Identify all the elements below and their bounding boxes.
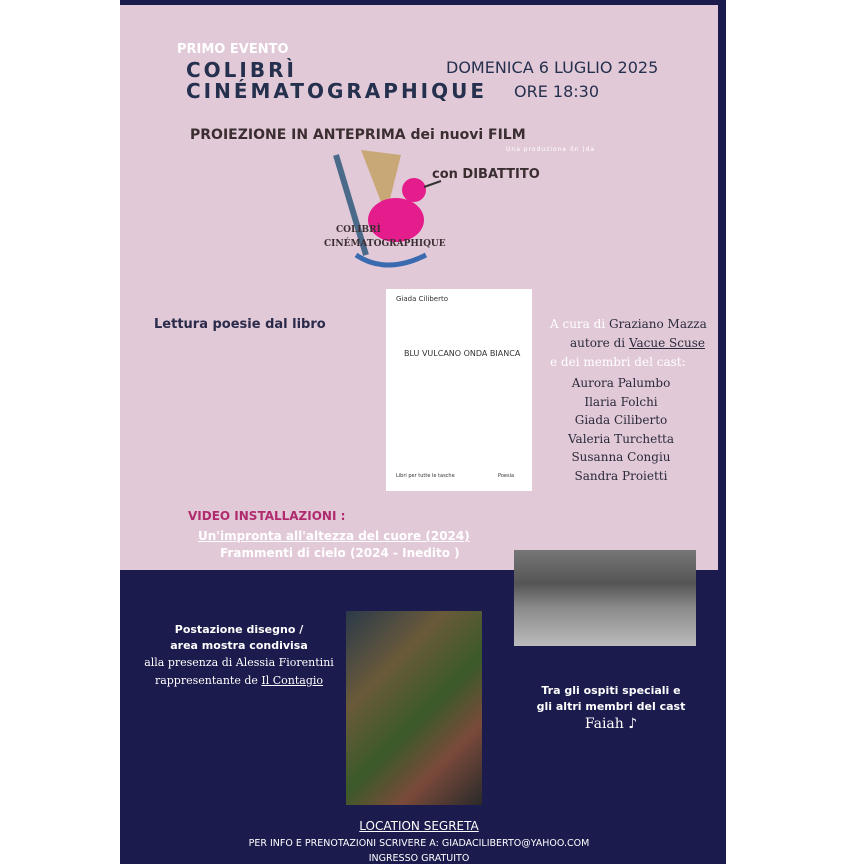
drawing-line3: alla presenza di Alessia Fiorentini bbox=[144, 656, 334, 669]
title-line1: COLIBRÌ bbox=[186, 58, 297, 82]
info-line: PER INFO E PRENOTAZIONI SCRIVERE A: GIADACILIBERTO@YAHOO.COM bbox=[248, 838, 590, 849]
event-date: DOMENICA 6 LUGLIO 2025 bbox=[446, 58, 659, 77]
video-item: Un'impronta all'altezza del cuore (2024) bbox=[198, 529, 470, 543]
reading-label: Lettura poesie dal libro bbox=[154, 317, 326, 332]
video-still-photo bbox=[514, 550, 696, 646]
debate-label: con DIBATTITO bbox=[432, 167, 540, 182]
curator-name: Graziano Mazza bbox=[608, 317, 707, 331]
book-author: Giada Ciliberto bbox=[396, 295, 448, 303]
location-label: LOCATION SEGRETA bbox=[359, 819, 479, 833]
author-line bbox=[570, 336, 705, 350]
contagio-link: Il Contagio bbox=[261, 674, 324, 687]
event-poster bbox=[120, 0, 726, 864]
members-intro: e dei membri del cast: bbox=[550, 355, 686, 369]
cast-member: Ilaria Folchi bbox=[584, 394, 658, 409]
book-title: BLU VULCANO ONDA BIANCA bbox=[404, 349, 521, 358]
entry-line: INGRESSO GRATUITO bbox=[368, 853, 470, 864]
curator-line bbox=[550, 317, 707, 331]
hummingbird-icon bbox=[306, 145, 446, 275]
drawing-line4 bbox=[134, 674, 344, 687]
kicker: PRIMO EVENTO bbox=[177, 42, 289, 57]
cast-list bbox=[556, 374, 686, 486]
drawing-prefix: rappresentante de bbox=[154, 674, 258, 687]
book-cover bbox=[386, 289, 532, 491]
event-time: ORE 18:30 bbox=[514, 82, 600, 101]
author-prefix: autore di bbox=[570, 336, 626, 350]
video-item: Frammenti di cielo (2024 - Inedito ) bbox=[220, 546, 460, 560]
logo-text-2: CINÉMATOGRAPHIQUE bbox=[324, 239, 446, 249]
drawing-line2: area mostra condivisa bbox=[170, 639, 308, 652]
artwork-collage bbox=[346, 611, 482, 805]
guests-line1: Tra gli ospiti speciali e bbox=[541, 684, 681, 697]
work-link: Vacue Scuse bbox=[628, 336, 705, 350]
production-credit: Una produzione ön |da bbox=[506, 146, 595, 153]
cast-member: Sandra Proietti bbox=[574, 468, 668, 483]
book-genre: Poesia bbox=[498, 473, 515, 479]
title-line2: CINÉMATOGRAPHIQUE bbox=[186, 79, 488, 103]
colibri-logo bbox=[306, 145, 446, 275]
guests-line2: gli altri membri del cast bbox=[536, 700, 686, 713]
cast-member: Giada Ciliberto bbox=[574, 413, 668, 428]
projection-headline: PROIEZIONE IN ANTEPRIMA dei nuovi FILM bbox=[190, 127, 526, 143]
cast-member: Aurora Palumbo bbox=[571, 376, 671, 390]
drawing-line1: Postazione disegno / bbox=[174, 623, 304, 636]
cast-member: Valeria Turchetta bbox=[567, 431, 675, 446]
book-publisher: Libri per tutte le tasche bbox=[396, 473, 455, 479]
logo-text-1: COLIBRÌ bbox=[336, 225, 381, 235]
cast-member: Susanna Congiu bbox=[571, 450, 671, 465]
curator-prefix: A cura di bbox=[550, 317, 606, 331]
video-label: VIDEO INSTALLAZIONI : bbox=[188, 509, 346, 523]
guest-name: Faiah ♪ bbox=[584, 716, 638, 732]
